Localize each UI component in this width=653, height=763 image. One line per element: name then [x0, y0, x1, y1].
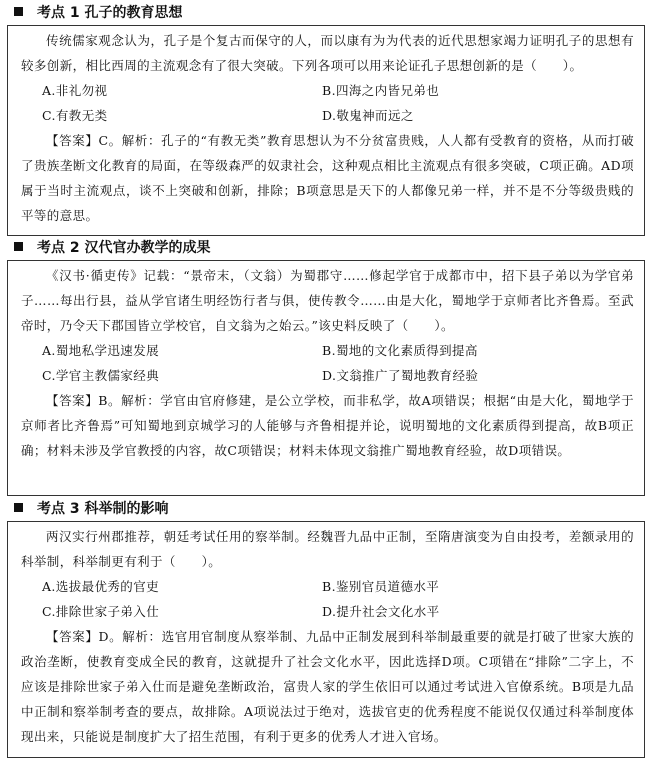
section-3-heading — [14, 499, 169, 519]
option-b: B.蜀地的文化素质得到提高 — [322, 343, 478, 358]
option-d: D.敬鬼神而远之 — [322, 108, 414, 123]
section-3-title: 考点 3 科举制的影响 — [37, 501, 169, 517]
option-a: A.非礼勿视 — [42, 83, 108, 98]
option-b: B.四海之内皆兄弟也 — [322, 83, 440, 98]
section-2-heading — [14, 238, 211, 258]
option-a: A.选拔最优秀的官吏 — [42, 579, 160, 594]
section-1-question: 传统儒家观念认为，孔子是个复古而保守的人，而以康有为为代表的近代思想家竭力证明孔子的思想有较多创新，相比西周的主流观念有了很大突破。下列各项可以用来论证孔子思想创新的是（ ）。 — [21, 33, 634, 73]
section-1-heading — [14, 3, 183, 23]
option-c: C.学官主教儒家经典 — [42, 368, 160, 383]
section-1-answer: 【答案】C。解析：孔子的“有教无类”教育思想认为不分贫富贵贱，人人都有受教育的资格，从而打破了贵族垄断文化教育的局面，在等级森严的奴隶社会，这种观点相比主流观点有很多突破，C项正确。AD项属于当时主流观点，谈不上突破和创新，排除；B项意思是天下的人都像兄弟一样，并不是不分等级贵贱的平等的意思。 — [21, 133, 634, 223]
option-c: C.有教无类 — [42, 108, 108, 123]
section-1-box — [7, 25, 645, 236]
option-d: D.文翁推广了蜀地教育经验 — [322, 368, 479, 383]
square-bullet-icon — [14, 242, 23, 251]
section-1-title: 考点 1 孔子的教育思想 — [37, 5, 183, 21]
section-3-options — [21, 574, 634, 624]
section-3-answer: 【答案】D。解析：选官用官制度从察举制、九品中正制发展到科举制最重要的就是打破了世家大族的政治垄断，使教育变成全民的教育，这就提升了社会文化水平，因此选择D项。C项错在“排除”二字上，不应该是排除世家子弟入仕而是避免垄断政治，富贵人家的学生依旧可以通过考试进入官僚系统。B项是九品中正制和察举制考查的要点，故排除。A项说法过于绝对，选拔官吏的优秀程度不能说仅仅通过科举制度体现出来，只能说是制度扩大了招生范围，有利于更多的优秀人才进入官场。 — [21, 629, 634, 744]
section-2-question: 《汉书·循吏传》记载：“景帝末，（文翁）为蜀郡守……修起学官于成都市中，招下县子弟以为学官弟子……每出行县，益从学官诸生明经饬行者与俱，使传教令……由是大化，蜀地学于京师者比齐鲁焉。至武帝时，乃令天下郡国皆立学校官，自文翁为之始云。”该史料反映了（ ）。 — [21, 268, 634, 333]
option-d: D.提升社会文化水平 — [322, 604, 440, 619]
section-1-options — [21, 78, 634, 128]
section-2-answer: 【答案】B。解析：学官由官府修建，是公立学校，而非私学，故A项错误；根据“由是大化，蜀地学于京师者比齐鲁焉”可知蜀地到京城学习的人能够与齐鲁相提并论，说明蜀地的文化素质得到提高，故B项正确；材料未涉及学官教授的内容，故C项错误；材料未体现文翁推广蜀地教育经验，故D项错误。 — [21, 393, 634, 458]
option-b: B.鉴别官员道德水平 — [322, 579, 440, 594]
option-a: A.蜀地私学迅速发展 — [42, 343, 160, 358]
section-2-title: 考点 2 汉代官办教学的成果 — [37, 240, 211, 256]
square-bullet-icon — [14, 7, 23, 16]
section-2-box — [7, 260, 645, 496]
section-3-question: 两汉实行州郡推荐，朝廷考试任用的察举制。经魏晋九品中正制，至隋唐演变为自由投考，差额录用的科举制，科举制更有利于（ ）。 — [21, 529, 634, 569]
square-bullet-icon — [14, 503, 23, 512]
option-c: C.排除世家子弟入仕 — [42, 604, 160, 619]
section-2-options — [21, 338, 634, 388]
section-3-box — [7, 521, 645, 758]
